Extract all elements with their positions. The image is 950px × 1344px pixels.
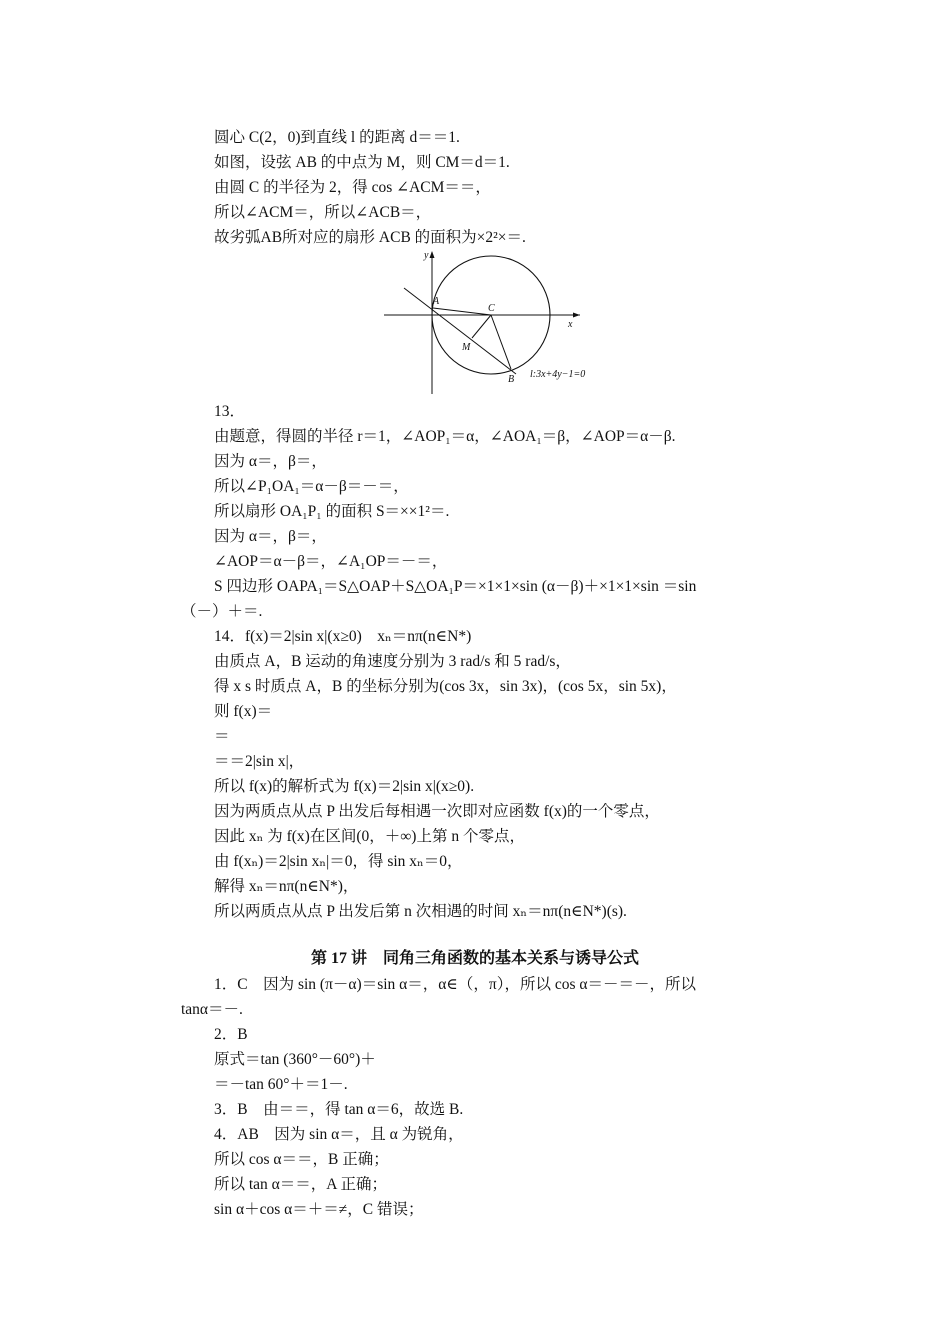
x-axis-arrow: [573, 313, 580, 318]
line-l: [404, 288, 516, 374]
line-equation: l:3x+4y−1=0: [530, 369, 586, 380]
text-line: 所以 f(x)的解析式为 f(x)＝2|sin x|(x≥0).: [214, 778, 475, 795]
figure-svg: [380, 246, 610, 396]
text-line: 14．f(x)＝2|sin x|(x≥0) xₙ＝nπ(n∈N*): [214, 628, 472, 645]
text-line: 则 f(x)＝: [214, 703, 273, 720]
text-line: 2．B: [214, 1026, 248, 1043]
segment-cb: [491, 315, 511, 369]
text-line: ＝: [214, 728, 230, 745]
text-line: 原式＝tan (360°－60°)＋: [214, 1051, 376, 1068]
text-line: 因为 α＝，β＝，: [214, 528, 327, 545]
text-line: S 四边形 OAPA₁＝S△OAP＋S△OA₁P＝×1×1×sin (α－β)＋×1×1×sin ＝sin: [214, 578, 697, 595]
text-line: 由质点 A，B 运动的角速度分别为 3 rad/s 和 5 rad/s，: [214, 653, 571, 670]
text-line: sin α＋cos α＝＋＝≠，C 错误；: [214, 1201, 424, 1218]
text-line: 13．: [214, 403, 246, 420]
label-y: y: [424, 250, 429, 261]
text-line: 所以 cos α＝＝，B 正确；: [214, 1151, 389, 1168]
text-line: 由圆 C 的半径为 2，得 cos ∠ACM＝＝，: [214, 179, 491, 196]
y-axis-arrow: [430, 251, 435, 258]
text-line: tanα＝－.: [181, 1001, 243, 1018]
text-line: 圆心 C(2，0)到直线 l 的距离 d＝＝1.: [214, 129, 460, 146]
text-line: ＝＝2|sin x|，: [214, 753, 305, 770]
text-line: ＝－tan 60°＋＝1－.: [214, 1076, 348, 1093]
text-line: 所以扇形 OA₁P₁ 的面积 S＝××1²＝.: [214, 503, 450, 520]
text-line: 3．B 由＝＝，得 tan α＝6，故选 B.: [214, 1101, 464, 1118]
text-line: 因为两质点从点 P 出发后每相遇一次即对应函数 f(x)的一个零点，: [214, 803, 660, 820]
label-a: A: [433, 296, 440, 307]
segment-ac: [433, 308, 491, 315]
text-line: 所以∠P₁OA₁＝α－β＝－＝，: [214, 478, 409, 495]
text-line: 因为 α＝，β＝，: [214, 453, 327, 470]
text-line: 如图，设弦 AB 的中点为 M，则 CM＝d＝1.: [214, 154, 510, 171]
text-line: 由题意，得圆的半径 r＝1，∠AOP₁＝α，∠AOA₁＝β，∠AOP＝α－β.: [214, 428, 676, 445]
text-line: 所以 tan α＝＝，A 正确；: [214, 1176, 388, 1193]
text-line: 由 f(xₙ)＝2|sin xₙ|＝0，得 sin xₙ＝0，: [214, 853, 463, 870]
text-line: ∠AOP＝α－β＝，∠A₁OP＝－＝，: [214, 553, 448, 570]
label-b: B: [508, 374, 515, 385]
text-line: 4．AB 因为 sin α＝，且 α 为锐角，: [214, 1126, 464, 1143]
circle-line-figure: [380, 246, 610, 396]
section-heading: 第 17 讲 同角三角函数的基本关系与诱导公式: [310, 950, 639, 967]
segment-cm: [472, 315, 491, 338]
text-line: 得 x s 时质点 A，B 的坐标分别为(cos 3x，sin 3x)，(cos 5x，sin 5x)，: [214, 678, 677, 695]
label-m: M: [462, 342, 471, 353]
text-line: 故劣弧AB所对应的扇形 ACB 的面积为×2²×＝.: [214, 229, 526, 246]
text-line: 1．C 因为 sin (π－α)＝sin α＝，α∈（，π），所以 cos α＝－＝－，所以: [214, 976, 696, 993]
label-x: x: [568, 319, 573, 330]
text-line: （－）＋＝.: [181, 603, 263, 620]
text-line: 所以两质点从点 P 出发后第 n 次相遇的时间 xₙ＝nπ(n∈N*)(s).: [214, 903, 627, 920]
text-line: 因此 xₙ 为 f(x)在区间(0，＋∞)上第 n 个零点，: [214, 828, 525, 845]
text-line: 解得 xₙ＝nπ(n∈N*)，: [214, 878, 359, 895]
text-line: 所以∠ACM＝，所以∠ACB＝，: [214, 204, 432, 221]
label-c: C: [488, 303, 495, 314]
